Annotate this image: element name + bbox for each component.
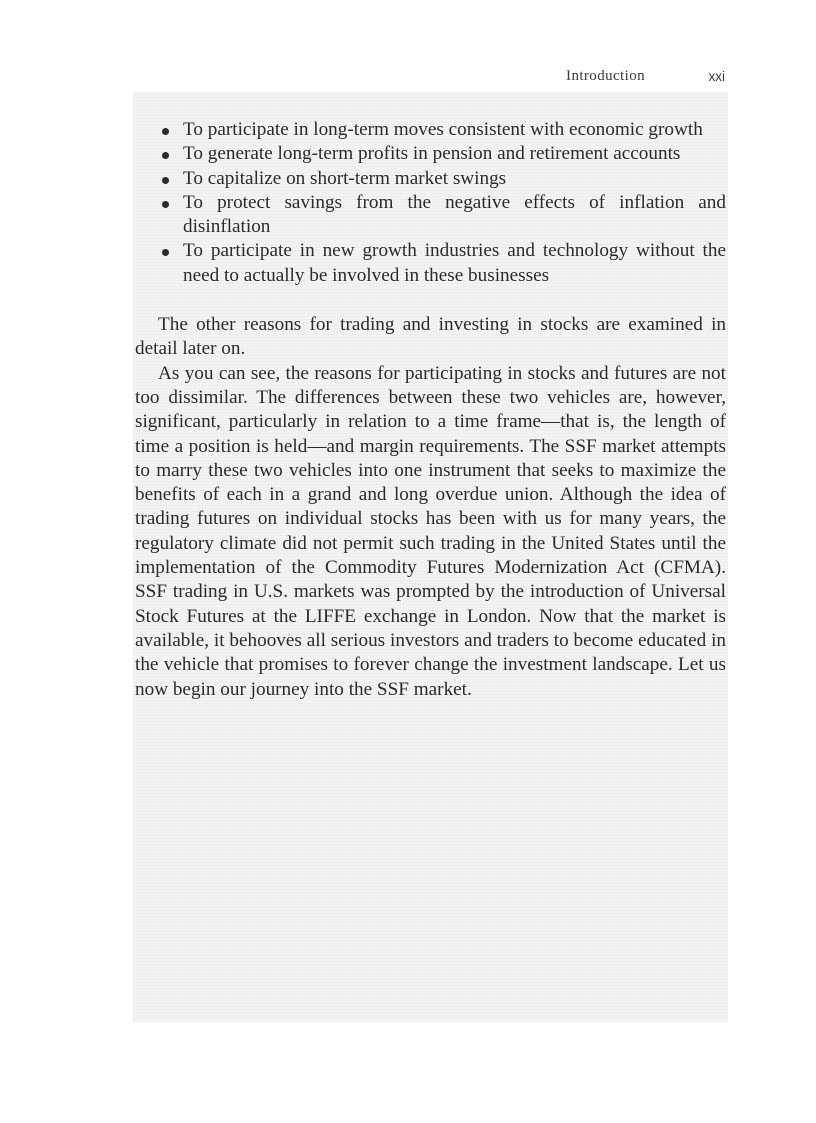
page-number: xxi — [708, 69, 725, 84]
bullet-item — [183, 118, 726, 142]
bullet-dot-icon — [162, 128, 169, 135]
running-head — [133, 66, 727, 88]
bullet-item — [183, 239, 726, 288]
paragraph-other-reasons: The other reasons for trading and investing in stocks are examined in detail later on. — [135, 314, 726, 360]
bullet-dot-icon — [162, 177, 169, 184]
bullet-text: To generate long-term profits in pension and retirement accounts — [183, 143, 681, 165]
paragraph-ssf-market: As you can see, the reasons for participating in stocks and futures are not too dissimilar. The differences between these two vehicles are, however, significant, particularly in relation to a time frame—that is, the length of time a position is held—and margin requirements. The SSF market attempts to marry these two vehicles into one instrument that seeks to maximize the benefits of each in a grand and long overdue union. Although the idea of trading futures on individual stocks has been with us for many years, the regulatory climate did not permit such trading in the United States until the implementation of the Commodity Futures Modernization Act (CFMA). SSF trading in U.S. markets was prompted by the introduction of Universal Stock Futures at the LIFFE exchange in London. Now that the market is available, it behooves all serious investors and traders to become educated in the vehicle that promises to forever change the investment landscape. Let us now begin our journey into the SSF market. — [135, 362, 726, 700]
bullet-dot-icon — [162, 201, 169, 208]
bullet-text: To protect savings from the negative effects of inflation and disinflation — [183, 191, 726, 238]
bullet-dot-icon — [162, 152, 169, 159]
bullet-dot-icon — [162, 249, 169, 256]
bullet-item — [183, 167, 726, 191]
bullet-text: To participate in new growth industries and technology without the need to actually be involved in these businesses — [183, 240, 726, 286]
bullet-item — [183, 191, 726, 240]
running-title: Introduction — [566, 68, 645, 84]
bullet-text: To capitalize on short-term market swings — [183, 167, 507, 189]
body-text — [135, 118, 726, 702]
bullet-list — [135, 118, 726, 288]
bullet-item — [183, 142, 726, 166]
bullet-text: To participate in long-term moves consistent with economic growth — [183, 119, 703, 140]
